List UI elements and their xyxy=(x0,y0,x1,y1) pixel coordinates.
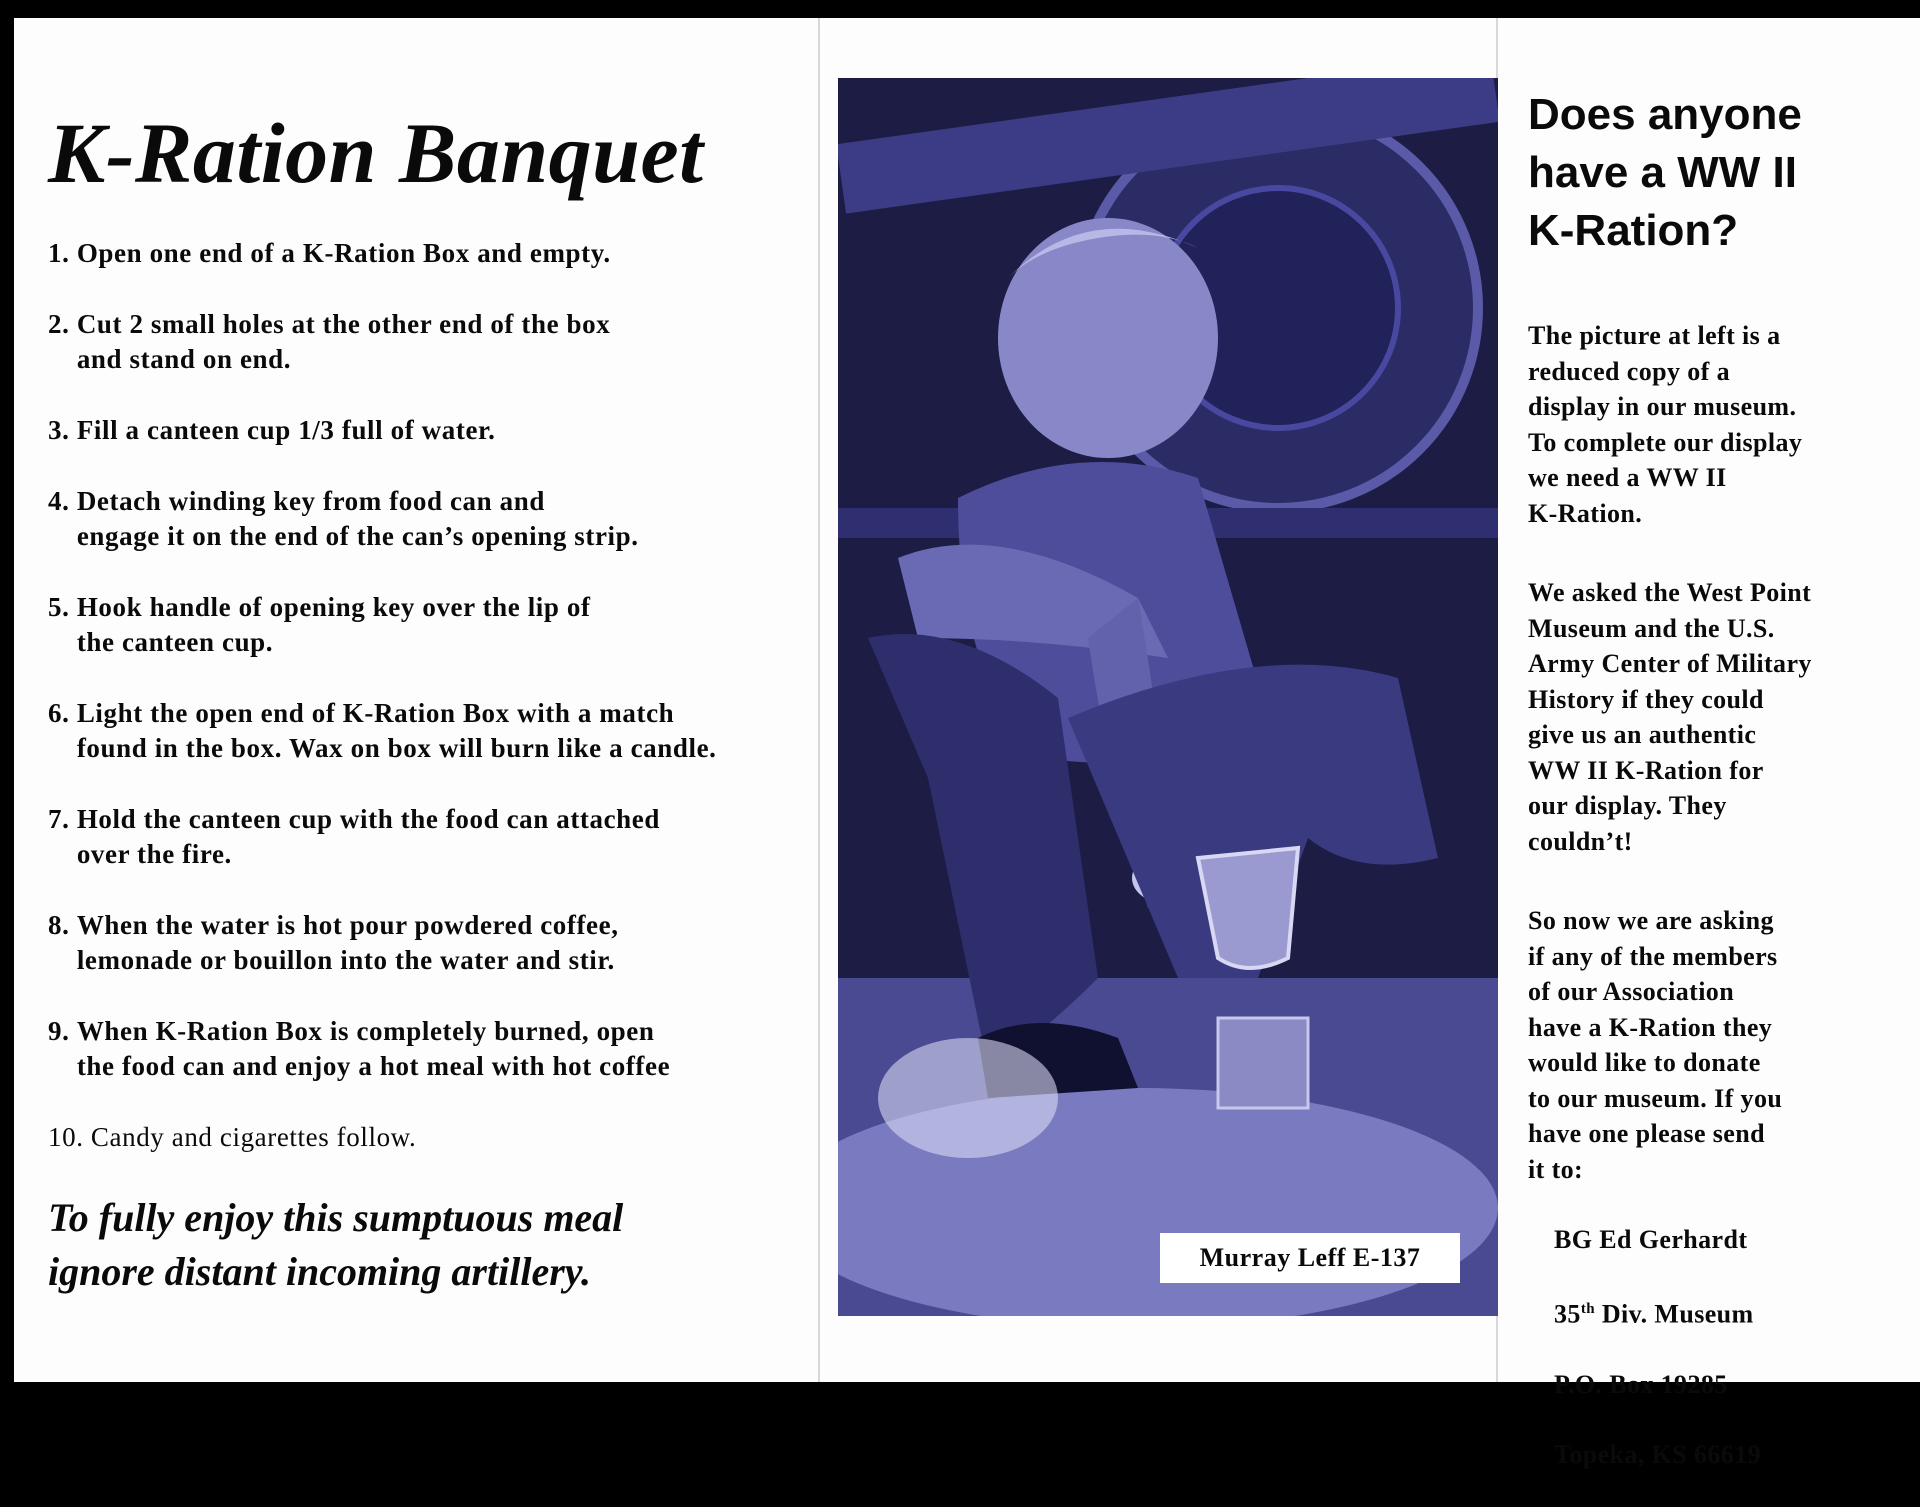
step-number: 9. xyxy=(48,1016,77,1046)
step-text: Detach winding key from food can and engage it on the end of the can’s opening strip. xyxy=(76,486,639,551)
address-city: Topeka, KS 66619 xyxy=(1554,1439,1761,1469)
step-number: 5. xyxy=(48,592,77,622)
photo-caption: Murray Leff E-137 xyxy=(1160,1233,1460,1283)
step-text: Light the open end of K-Ration Box with a match found in the box. Wax on box will burn like a candle. xyxy=(76,698,717,763)
step-1 xyxy=(48,236,818,271)
address-name: BG Ed Gerhardt xyxy=(1554,1225,1748,1254)
step-number: 3. xyxy=(48,415,77,445)
step-10 xyxy=(48,1120,818,1155)
step-4 xyxy=(48,484,818,554)
step-text: Hold the canteen cup with the food can attached over the fire. xyxy=(76,804,661,869)
step-text: Cut 2 small holes at the other end of the box and stand on end. xyxy=(76,309,611,374)
step-9 xyxy=(48,1014,818,1084)
step-number: 2. xyxy=(48,309,77,339)
step-6 xyxy=(48,696,818,766)
request-column xyxy=(1528,86,1898,1507)
mailing-address xyxy=(1554,1187,1898,1507)
step-3 xyxy=(48,413,818,448)
step-number: 1. xyxy=(48,238,77,268)
page-title: K-Ration Banquet xyxy=(48,105,704,201)
soldier-photo-illustration xyxy=(838,78,1498,1316)
step-7 xyxy=(48,802,818,872)
soldier-photo xyxy=(838,78,1498,1316)
step-8 xyxy=(48,908,818,978)
step-text: Open one end of a K-Ration Box and empty. xyxy=(76,238,611,268)
paragraph-display: The picture at left is a reduced copy of a display in our museum. To complete our display we need a WW II K-Ration. xyxy=(1528,321,1803,528)
step-text: Candy and cigarettes follow. xyxy=(90,1122,417,1152)
step-text: When K-Ration Box is completely burned, open the food can and enjoy a hot meal with hot coffee xyxy=(76,1016,671,1081)
recipe-column xyxy=(48,105,818,1299)
paragraph-request: So now we are asking if any of the members of our Association have a K-Ration they would like to donate to our museum. If you have one please send it to: xyxy=(1528,906,1783,1184)
address-museum: 35th Div. Museum xyxy=(1554,1299,1754,1329)
closing-remark: To fully enjoy this sumptuous meal ignore distant incoming artillery. xyxy=(48,1195,624,1294)
step-number: 7. xyxy=(48,804,77,834)
step-text: Hook handle of opening key over the lip of the canteen cup. xyxy=(76,592,591,657)
step-number: 4. xyxy=(48,486,77,516)
fold-line-left xyxy=(818,18,820,1382)
step-number: 10. xyxy=(48,1122,91,1152)
step-5 xyxy=(48,590,818,660)
request-heading: Does anyone have a WW II K-Ration? xyxy=(1528,90,1802,255)
step-2 xyxy=(48,307,818,377)
address-box: P.O. Box 19285 xyxy=(1554,1369,1728,1399)
recipe-steps xyxy=(48,236,818,1155)
step-text: When the water is hot pour powdered coffee, lemonade or bouillon into the water and stir. xyxy=(76,910,619,975)
step-text: Fill a canteen cup 1/3 full of water. xyxy=(76,415,496,445)
step-number: 8. xyxy=(48,910,77,940)
step-number: 6. xyxy=(48,698,77,728)
paragraph-west-point: We asked the West Point Museum and the U.S. Army Center of Military History if they could give us an authentic WW II K-Ration for our display. They couldn’t! xyxy=(1528,578,1812,856)
